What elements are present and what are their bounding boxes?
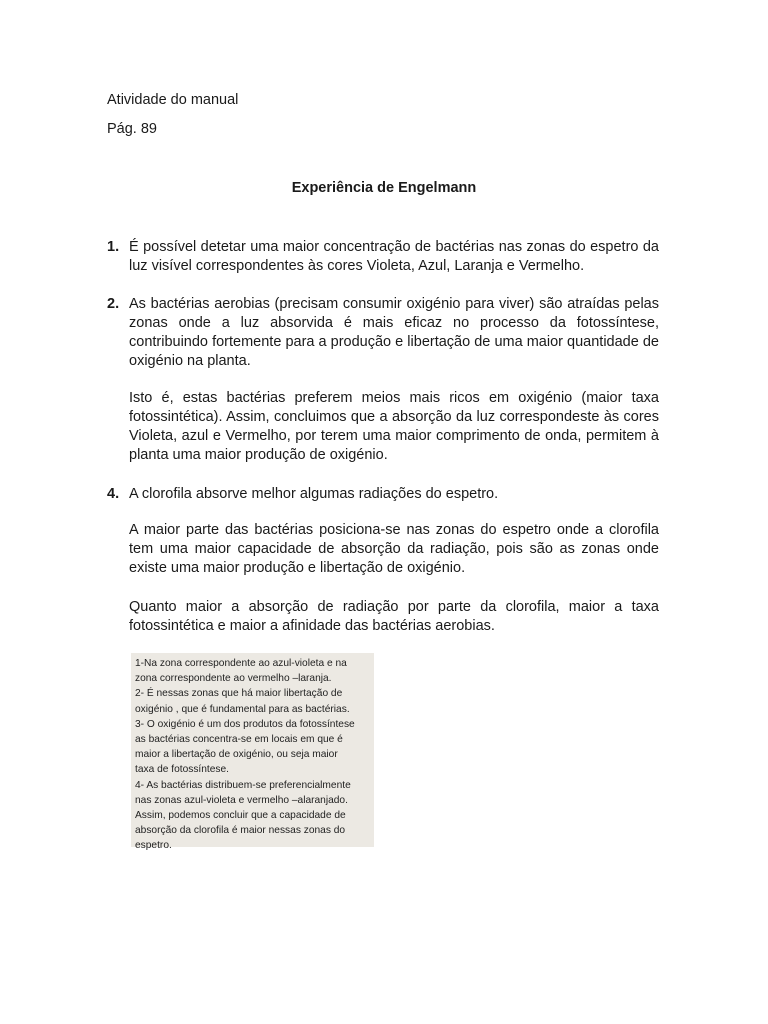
note-line: 4- As bactérias distribuem-se preferencialmente	[135, 779, 351, 791]
answer-note-image	[131, 653, 374, 852]
list-item-1	[107, 238, 659, 276]
list-item-2	[107, 295, 659, 371]
note-line: espetro.	[135, 840, 172, 852]
header-activity: Atividade do manual	[107, 92, 239, 108]
item-text: A clorofila absorve melhor algumas radiações do espetro.	[129, 486, 499, 502]
note-line: 1-Na zona correspondente ao azul-violeta e na	[135, 658, 347, 669]
note-line: taxa de fotossíntese.	[135, 764, 230, 776]
item-number: 1.	[107, 239, 120, 255]
note-line: absorção da clorofila é maior nessas zonas do	[135, 825, 346, 837]
list-item-4	[107, 485, 659, 504]
note-line: zona correspondente ao vermelho –laranja.	[135, 673, 332, 685]
note-line: Assim, podemos concluir que a capacidade de	[135, 810, 346, 822]
document-title: Experiência de Engelmann	[291, 180, 477, 196]
header-page: Pág. 89	[107, 121, 157, 137]
note-line: as bactérias concentra-se em locais em que é	[135, 734, 343, 746]
item-2-paragraph: Isto é, estas bactérias preferem meios mais ricos em oxigénio (maior taxa fotossintética). Assim, concluimos que a absorção da luz correspondeste às cores Violeta, azul e Vermelho, por terem uma maior comprimento de onda, permitem à planta uma maior produção de oxigénio.	[129, 390, 659, 463]
item-4-paragraph-2: Quanto maior a absorção de radiação por parte da clorofila, maior a taxa fotossintética e maior a afinidade das bactérias aerobias.	[129, 599, 659, 634]
note-line: oxigénio , que é fundamental para as bactérias.	[135, 703, 350, 715]
note-line: maior a libertação de oxigénio, ou seja maior	[135, 749, 338, 761]
note-line: 3- O oxigénio é um dos produtos da fotossíntese	[135, 718, 355, 730]
note-line: 2- É nessas zonas que há maior libertação de	[135, 688, 343, 700]
item-text: As bactérias aerobias (precisam consumir oxigénio para viver) são atraídas pelas zonas onde a luz absorvida é mais eficaz no processo da fotossíntese, contribuindo fortemente para a produção e libertação de uma maior quantidade de oxigénio na planta.	[129, 296, 659, 369]
note-line: nas zonas azul-violeta e vermelho –alaranjado.	[135, 794, 348, 806]
item-text: É possível detetar uma maior concentração de bactérias nas zonas do espetro da luz visível correspondentes às cores Violeta, Azul, Laranja e Vermelho.	[129, 239, 659, 274]
item-number: 2.	[107, 296, 120, 312]
item-number: 4.	[107, 486, 120, 502]
item-4-paragraph-1: A maior parte das bactérias posiciona-se nas zonas do espetro onde a clorofila tem uma maior capacidade de absorção da radiação, pois são as zonas onde existe uma maior produção e libertação de oxigénio.	[129, 522, 659, 576]
